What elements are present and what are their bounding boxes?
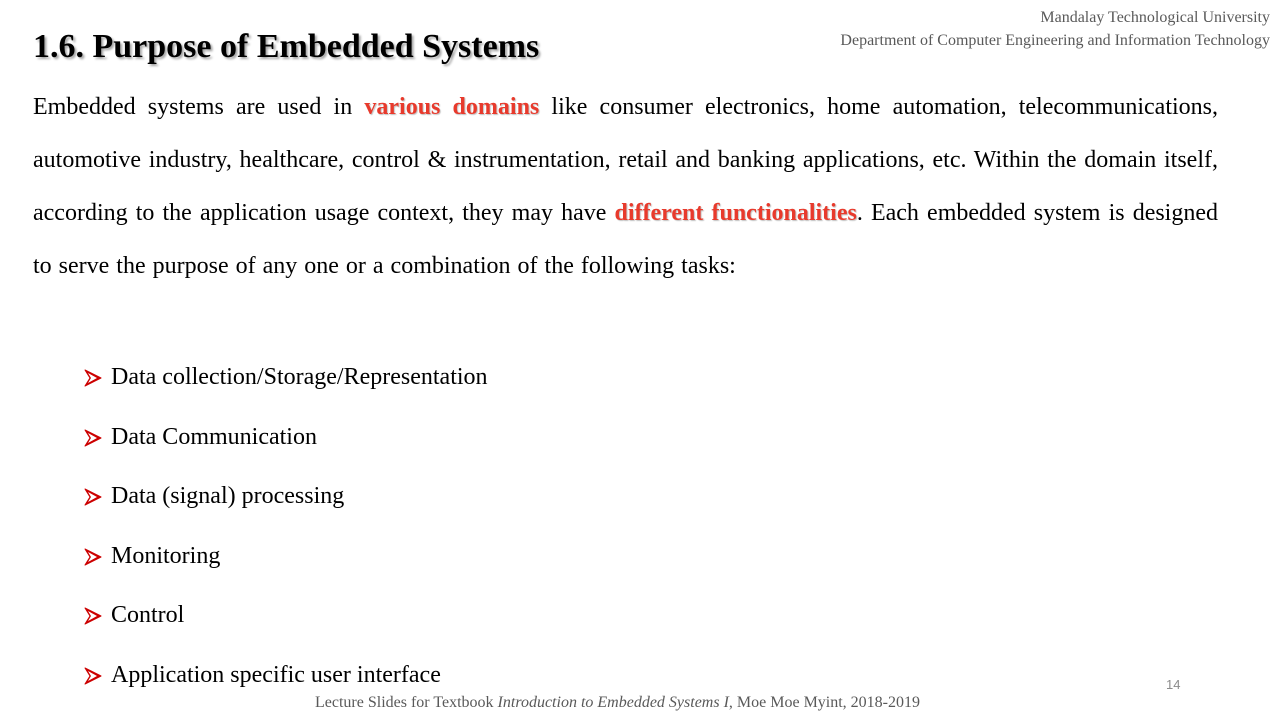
list-item	[82, 471, 488, 531]
highlight-different-functionalities: different functionalities	[614, 200, 857, 226]
page-number: 14	[1166, 677, 1181, 692]
task-label: Control	[111, 602, 185, 628]
arrowhead-bullet-icon	[82, 412, 106, 462]
university-name: Mandalay Technological University	[1040, 9, 1270, 26]
paragraph-text-2: like consumer electronics, home automation, telecommunications, automotive industry, healthcare, control & instrumentation, retail and banking applications, etc. Within the domain itself, according to the application usage context, they may have	[33, 94, 1218, 226]
task-label: Data Communication	[111, 423, 317, 450]
task-list	[82, 352, 488, 709]
task-label: Data collection/Storage/Representation	[111, 364, 488, 390]
intro-paragraph	[33, 81, 1218, 293]
slide-title: 1.6. Purpose of Embedded Systems	[33, 28, 540, 65]
list-item	[82, 590, 488, 650]
task-label: Data (signal) processing	[111, 483, 345, 509]
arrowhead-bullet-icon	[82, 650, 106, 700]
task-label: Monitoring	[111, 542, 221, 569]
highlight-various-domains: various domains	[364, 94, 540, 120]
paragraph-text-1: Embedded systems are used in	[33, 94, 365, 120]
task-label: Application specific user interface	[111, 661, 441, 688]
footer-citation	[315, 694, 920, 712]
list-item	[82, 412, 488, 472]
list-item	[82, 352, 488, 412]
paragraph-text-3: . Each embedded system is designed to serve the purpose of any one or a combination of the following tasks:	[33, 200, 1219, 279]
arrowhead-bullet-icon	[82, 471, 106, 521]
department-name: Department of Computer Engineering and Information Technology	[840, 32, 1270, 49]
footer-prefix: Lecture Slides for Textbook	[315, 694, 498, 711]
list-item	[82, 531, 488, 591]
institution-header	[840, 6, 1270, 52]
arrowhead-bullet-icon	[82, 590, 106, 640]
footer-book-title: Introduction to Embedded Systems I	[497, 694, 729, 711]
footer-suffix: , Moe Moe Myint, 2018-2019	[728, 694, 921, 711]
arrowhead-bullet-icon	[82, 352, 106, 402]
arrowhead-bullet-icon	[82, 531, 106, 581]
